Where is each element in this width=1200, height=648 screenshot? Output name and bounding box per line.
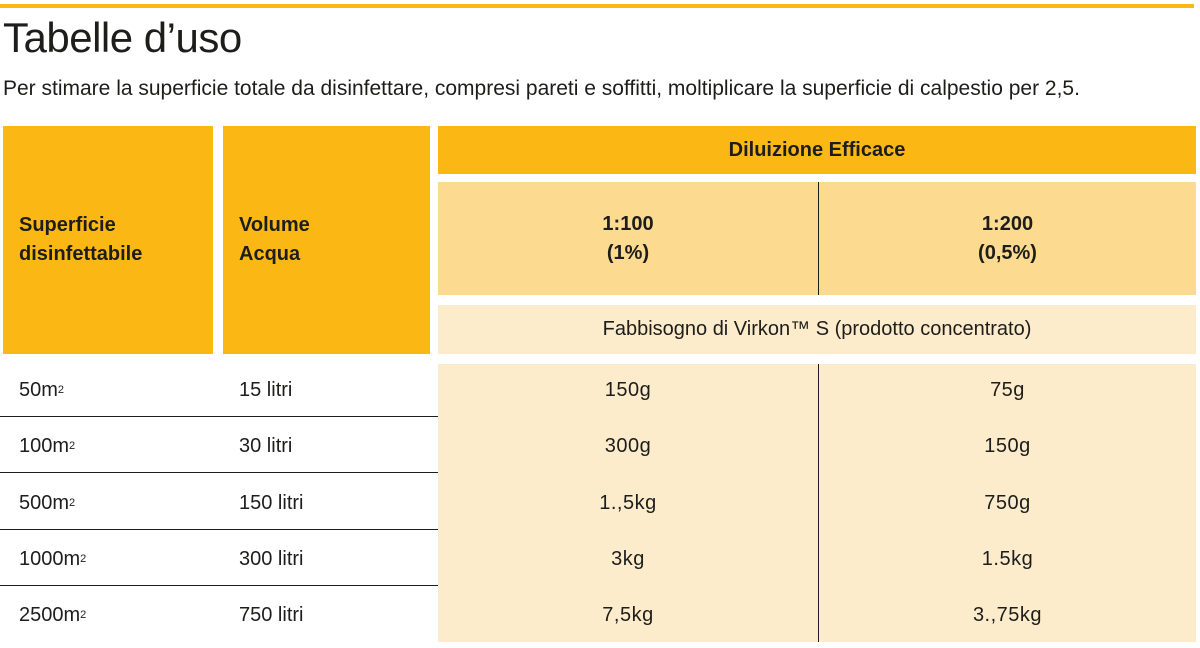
- header-water: [223, 126, 430, 354]
- row-water: 30 litri: [239, 434, 293, 457]
- header-dilution-1: [438, 182, 818, 295]
- row-dilution-1: 1.,5kg: [438, 477, 818, 529]
- header-requirement: [438, 305, 1196, 354]
- row-water: 15 litri: [239, 378, 293, 401]
- header-requirement-label: Fabbisogno di Virkon™ S (prodotto concentrato): [602, 318, 1032, 340]
- top-accent-bar: [0, 4, 1194, 8]
- row-dilution-2: 3.,75kg: [819, 589, 1196, 641]
- row-area: 500m 2: [19, 491, 76, 514]
- row-dilution-2: 1.5kg: [819, 533, 1196, 585]
- row-divider: [0, 416, 438, 417]
- column-divider: [818, 182, 819, 295]
- column-divider: [818, 364, 819, 642]
- row-dilution-2: 75g: [819, 364, 1196, 416]
- header-d2-line2: (0,5%): [978, 241, 1037, 264]
- header-d2-line1: 1:200: [981, 212, 1034, 235]
- intro-text: Per stimare la superficie totale da disinfettare, compresi pareti e soffitti, moltiplicare la superficie di calpestio per 2,5.: [3, 77, 1080, 100]
- row-water: 750 litri: [239, 603, 304, 626]
- row-water: 150 litri: [239, 491, 304, 514]
- page-title: Tabelle d’uso: [3, 14, 242, 61]
- row-water: 300 litri: [239, 547, 304, 570]
- row-dilution-1: 7,5kg: [438, 589, 818, 641]
- header-surface-line2: disinfettabile: [19, 243, 143, 265]
- header-dilution-2: [819, 182, 1196, 295]
- header-dilution: [438, 126, 1196, 174]
- row-area: 2500m 2: [19, 603, 87, 626]
- row-area: 50m 2: [19, 378, 65, 401]
- row-dilution-2: 150g: [819, 420, 1196, 472]
- header-water-line2: Acqua: [239, 243, 301, 265]
- header-water-line1: Volume: [239, 214, 310, 236]
- row-divider: [0, 472, 438, 473]
- header-d1-line2: (1%): [606, 241, 650, 264]
- header-surface-line1: Superficie: [19, 214, 116, 236]
- row-dilution-1: 150g: [438, 364, 818, 416]
- row-divider: [0, 585, 438, 586]
- header-d1-line1: 1:100: [602, 212, 654, 235]
- header-dilution-label: Diluizione Efficace: [728, 138, 906, 161]
- row-dilution-2: 750g: [819, 477, 1196, 529]
- row-divider: [0, 529, 438, 530]
- header-surface: [3, 126, 213, 354]
- row-dilution-1: 300g: [438, 420, 818, 472]
- row-dilution-1: 3kg: [438, 533, 818, 585]
- row-area: 100m 2: [19, 434, 76, 457]
- row-area: 1000m 2: [19, 547, 87, 570]
